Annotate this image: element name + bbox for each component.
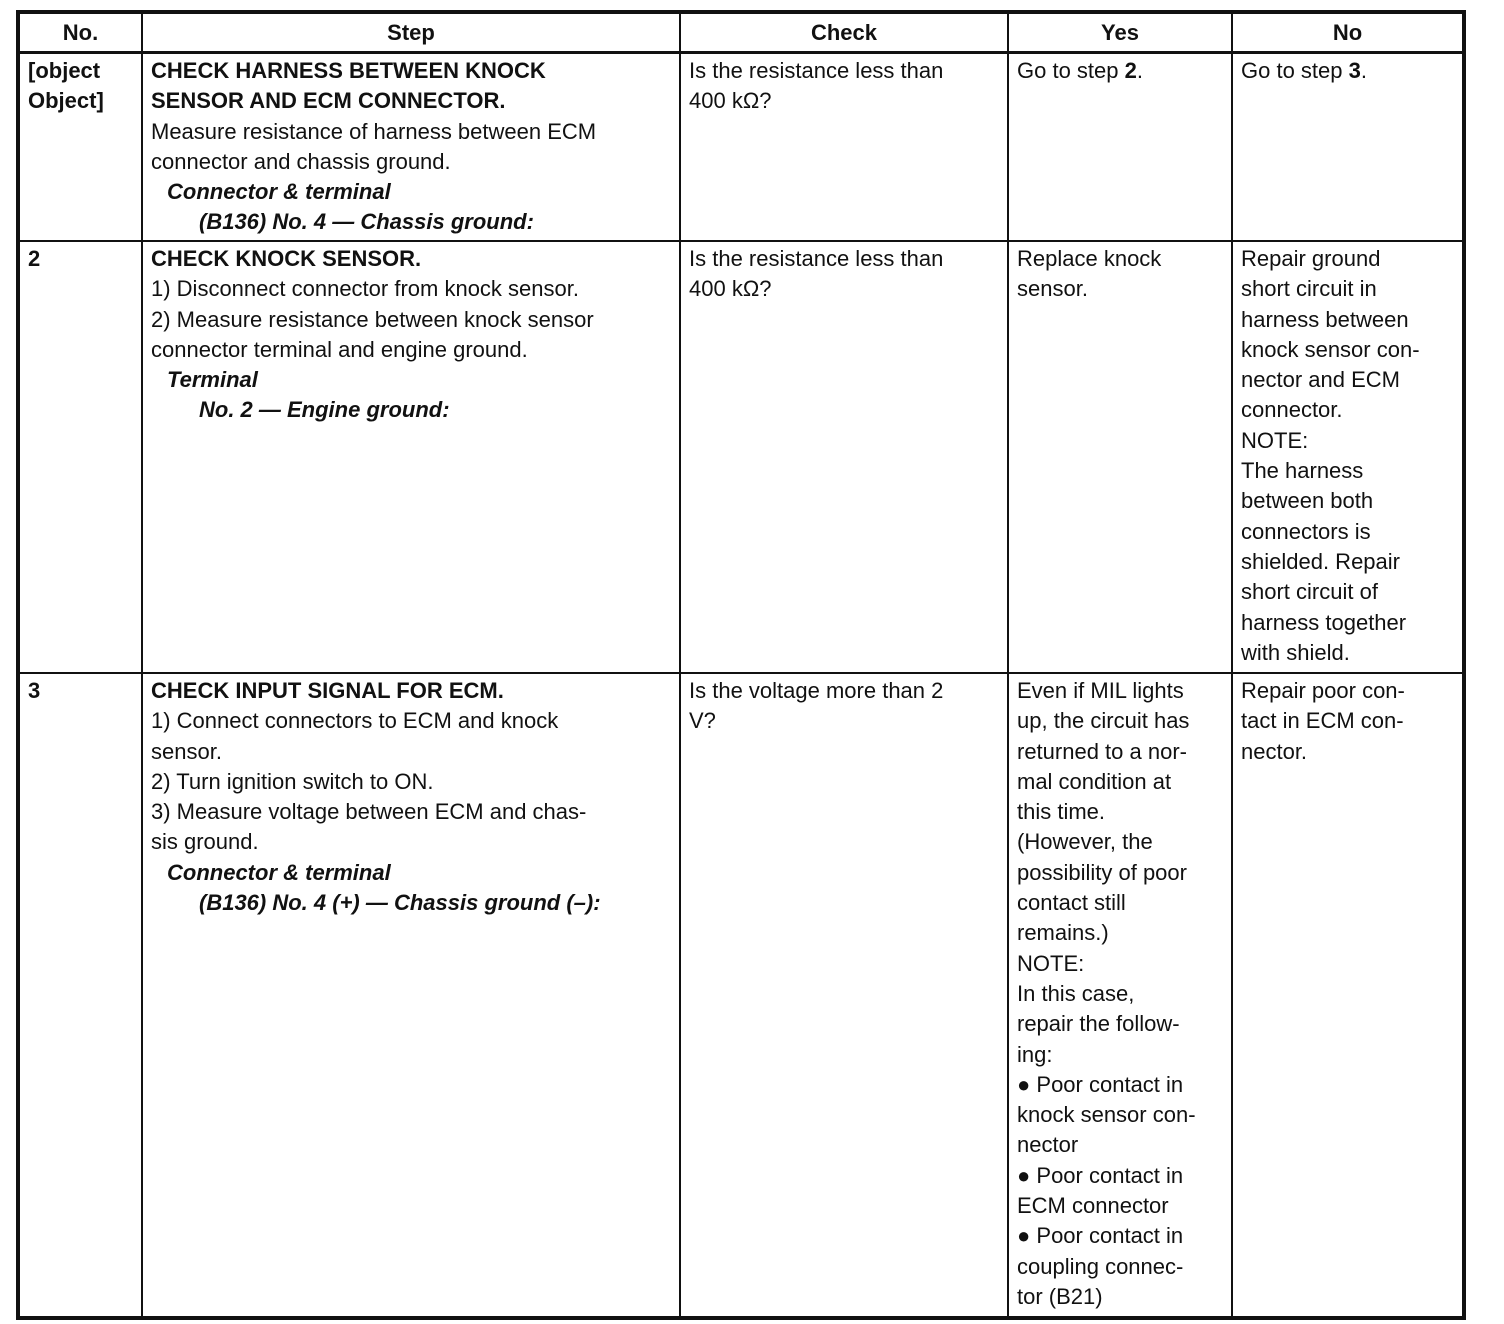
yes-line: contact still: [1017, 890, 1126, 916]
check-cell: [680, 673, 1008, 1318]
step-cell: [142, 673, 680, 1318]
no-line: tact in ECM con-: [1241, 708, 1404, 734]
yes-line: nector: [1017, 1132, 1079, 1158]
table-row: [18, 53, 1464, 242]
no-line: short circuit in: [1241, 276, 1377, 302]
step-label-sub: No. 2 — Engine ground:: [199, 397, 450, 423]
step-text-line: sis ground.: [151, 829, 259, 855]
no-line: The harness: [1241, 458, 1364, 484]
yes-line: In this case,: [1017, 980, 1135, 1006]
header-no: No.: [18, 12, 142, 53]
yes-line: NOTE:: [1017, 950, 1085, 976]
yes-line: mal condition at: [1017, 768, 1172, 794]
step-label-sub: (B136) No. 4 (+) — Chassis ground (–):: [199, 890, 601, 916]
yes-line: possibility of poor: [1017, 859, 1187, 885]
step-title-line: SENSOR AND ECM CONNECTOR.: [151, 88, 506, 114]
step-text-line: connector and chassis ground.: [151, 148, 451, 174]
step-number: [object Object]: [18, 53, 142, 242]
no-line: between both: [1241, 488, 1374, 514]
check-line: V?: [689, 708, 716, 734]
header-no-result: No: [1232, 12, 1464, 53]
yes-suffix: .: [1136, 58, 1143, 83]
step-text-line: sensor.: [151, 738, 222, 764]
step-text-line: 3) Measure voltage between ECM and chas-: [151, 799, 587, 825]
no-cell: [1232, 241, 1464, 673]
no-cell: [1232, 53, 1464, 242]
yes-cell: [1008, 241, 1232, 673]
diagnostic-table: [16, 10, 1466, 1320]
yes-line: Replace knock: [1017, 246, 1162, 271]
step-text-line: 1) Disconnect connector from knock sensor.: [151, 276, 579, 302]
check-line: Is the resistance less than: [689, 246, 944, 271]
no-prefix: Go to step: [1241, 58, 1349, 83]
yes-bullet-line: ● Poor contact in: [1017, 1223, 1184, 1249]
yes-step-ref: 2: [1124, 58, 1137, 83]
no-line: short circuit of: [1241, 579, 1378, 605]
yes-line: knock sensor con-: [1017, 1102, 1196, 1128]
step-title-line: CHECK HARNESS BETWEEN KNOCK: [151, 58, 546, 83]
step-text-line: 1) Connect connectors to ECM and knock: [151, 708, 559, 734]
yes-cell: [1008, 53, 1232, 242]
step-label-sub: (B136) No. 4 — Chassis ground:: [199, 209, 534, 235]
no-line: Repair ground: [1241, 246, 1381, 271]
step-title-line: CHECK KNOCK SENSOR.: [151, 246, 422, 271]
yes-line: up, the circuit has: [1017, 708, 1190, 734]
step-text-line: 2) Turn ignition switch to ON.: [151, 768, 434, 794]
no-line: nector and ECM: [1241, 367, 1400, 393]
yes-line: Even if MIL lights: [1017, 678, 1184, 703]
check-line: 400 kΩ?: [689, 88, 772, 114]
yes-prefix: Go to step: [1017, 58, 1125, 83]
check-line: Is the voltage more than 2: [689, 678, 944, 703]
step-label: Terminal: [167, 367, 258, 393]
no-line: connectors is: [1241, 518, 1371, 544]
step-cell: [142, 53, 680, 242]
yes-bullet-line: ● Poor contact in: [1017, 1162, 1184, 1188]
yes-line: sensor.: [1017, 276, 1088, 302]
header-step: Step: [142, 12, 680, 53]
header-yes: Yes: [1008, 12, 1232, 53]
no-line: shielded. Repair: [1241, 548, 1400, 574]
yes-line: remains.): [1017, 920, 1109, 946]
yes-line: tor (B21): [1017, 1283, 1103, 1309]
header-check: Check: [680, 12, 1008, 53]
yes-bullet-line: ● Poor contact in: [1017, 1071, 1184, 1097]
no-line: knock sensor con-: [1241, 336, 1420, 362]
step-number: 2: [18, 241, 142, 673]
yes-cell: [1008, 673, 1232, 1318]
no-cell: [1232, 673, 1464, 1318]
no-line: harness together: [1241, 609, 1407, 635]
no-line: NOTE:: [1241, 427, 1309, 453]
yes-line: coupling connec-: [1017, 1253, 1184, 1279]
check-line: Is the resistance less than: [689, 58, 944, 83]
no-step-ref: 3: [1348, 58, 1361, 83]
step-label: Connector & terminal: [167, 859, 391, 885]
no-line: harness between: [1241, 306, 1409, 332]
step-text-line: connector terminal and engine ground.: [151, 336, 528, 362]
yes-line: this time.: [1017, 799, 1106, 825]
no-suffix: .: [1360, 58, 1367, 83]
check-cell: [680, 241, 1008, 673]
no-line: connector.: [1241, 397, 1343, 423]
yes-line: repair the follow-: [1017, 1011, 1180, 1037]
step-label: Connector & terminal: [167, 179, 391, 205]
table-row: [18, 241, 1464, 673]
yes-line: ing:: [1017, 1041, 1053, 1067]
yes-line: (However, the: [1017, 829, 1153, 855]
yes-line: ECM connector: [1017, 1193, 1169, 1219]
no-line: Repair poor con-: [1241, 678, 1405, 703]
check-line: 400 kΩ?: [689, 276, 772, 302]
step-text-line: 2) Measure resistance between knock sensor: [151, 306, 594, 332]
step-text-line: Measure resistance of harness between ECM: [151, 118, 597, 144]
table-row: [18, 673, 1464, 1318]
step-number: 3: [18, 673, 142, 1318]
header-row: [18, 12, 1464, 53]
step-cell: [142, 241, 680, 673]
no-line: nector.: [1241, 738, 1308, 764]
check-cell: [680, 53, 1008, 242]
yes-line: returned to a nor-: [1017, 738, 1187, 764]
step-title-line: CHECK INPUT SIGNAL FOR ECM.: [151, 678, 504, 703]
no-line: with shield.: [1241, 639, 1350, 665]
